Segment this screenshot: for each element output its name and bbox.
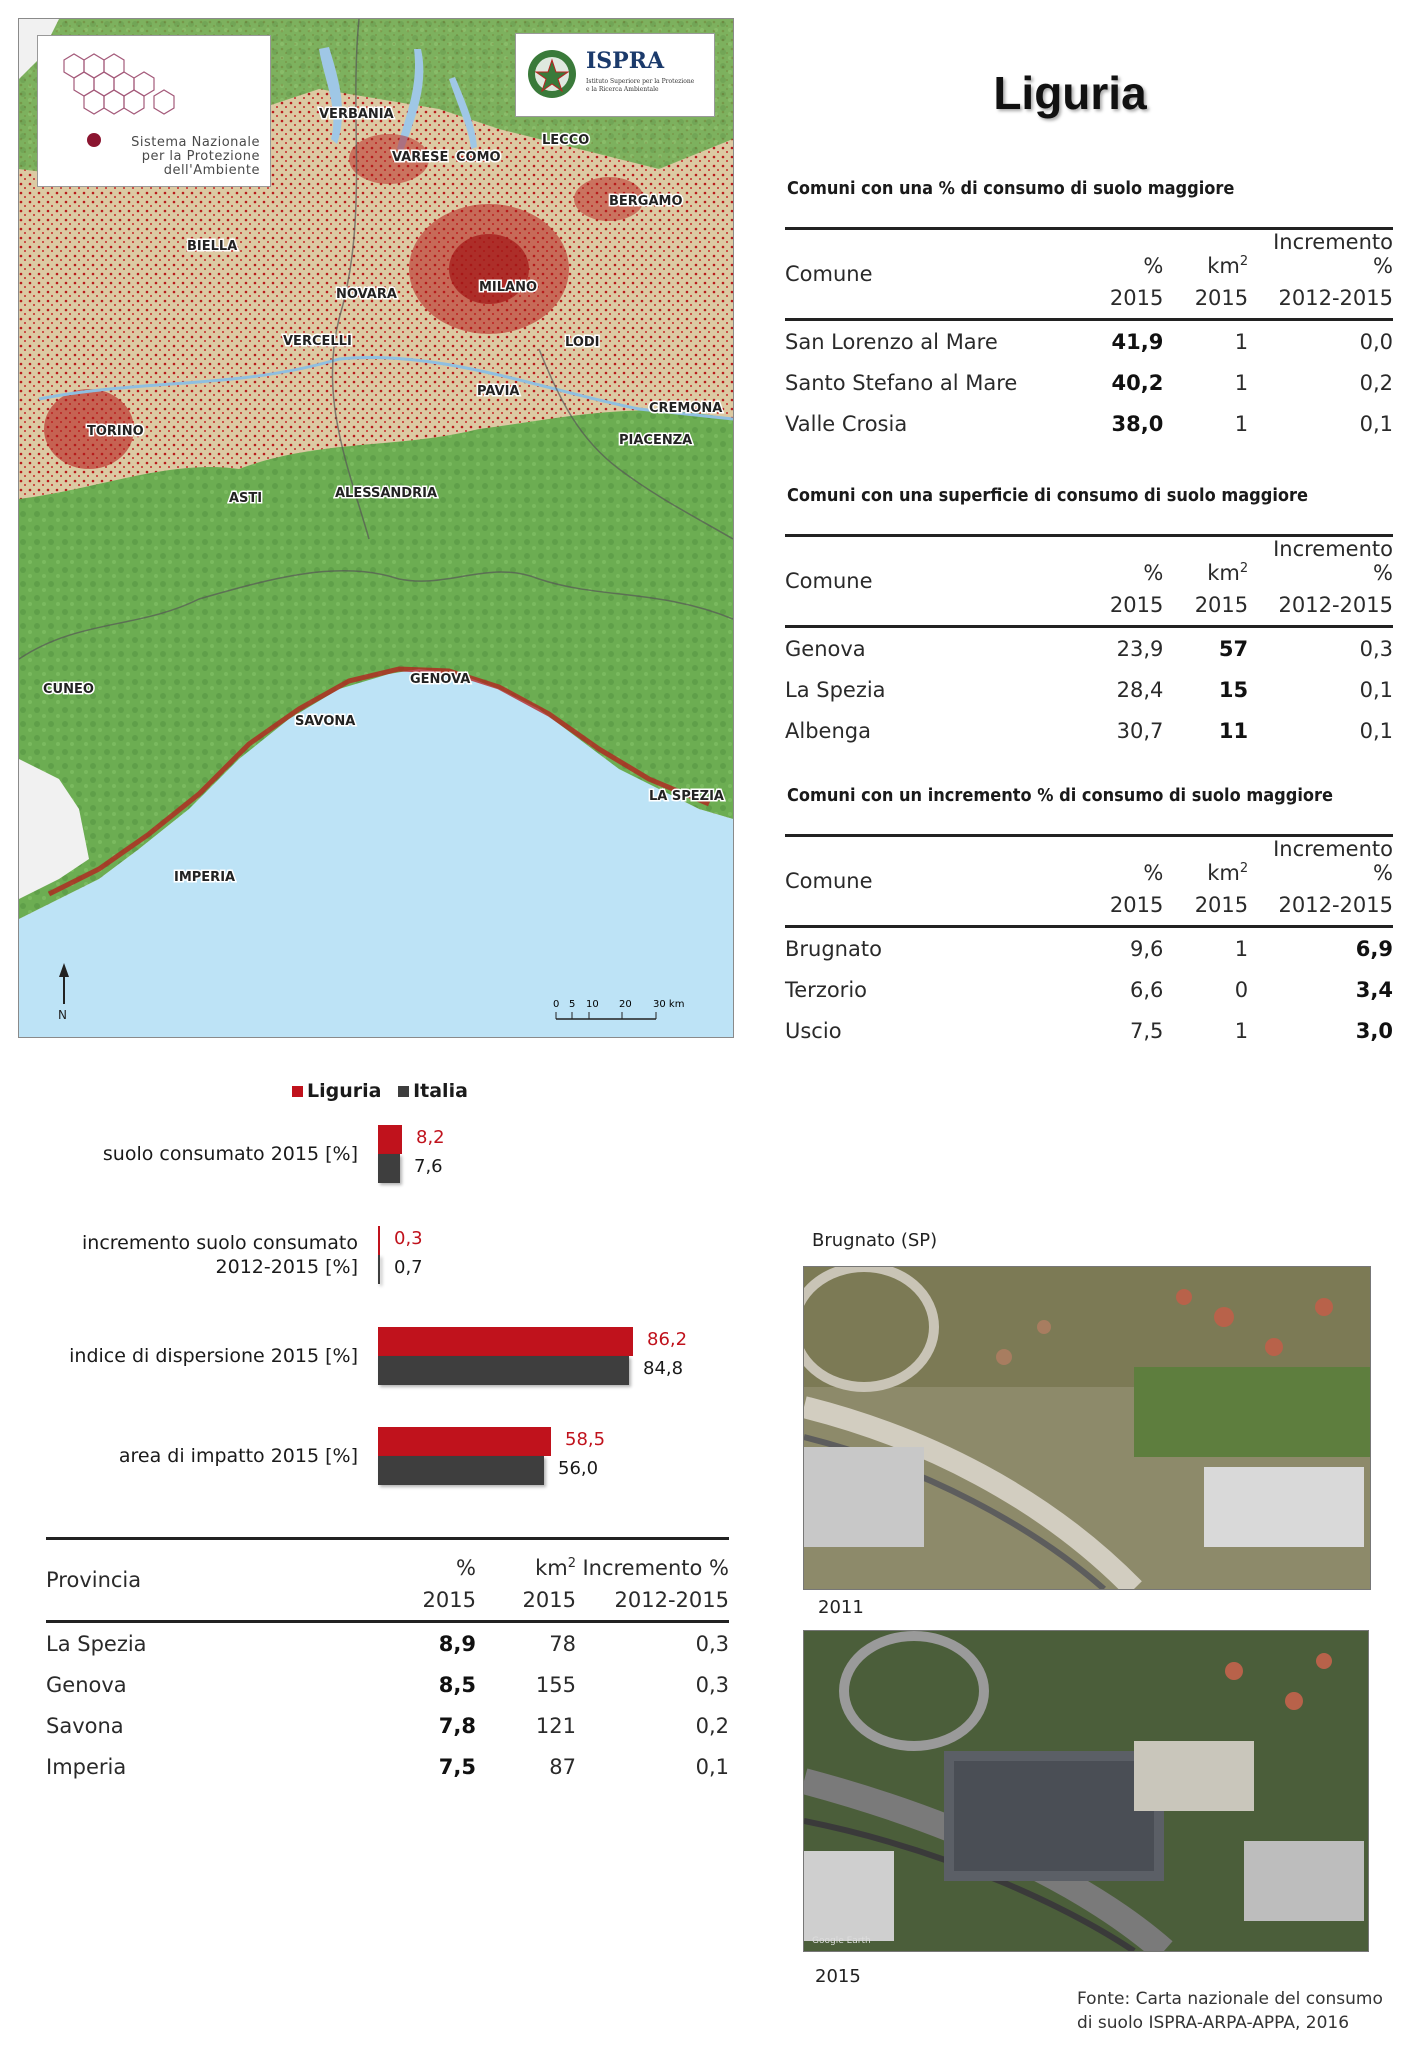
city-label-bergamo: BERGAMO [609, 194, 683, 209]
city-label-imperia: IMPERIA [174, 870, 236, 885]
city-label-vercelli: VERCELLI [283, 334, 352, 349]
table-3-header-bottom-2: 2012-2015 [1248, 885, 1393, 927]
city-label-lecco: LECCO [542, 133, 590, 148]
province-table [46, 1537, 729, 1787]
cell-value: 3,4 [1355, 977, 1393, 1002]
cell-value: 7,5 [438, 1754, 476, 1779]
aerial-photo-2015-graphic [804, 1631, 1368, 1951]
province-table-header-row [46, 1539, 729, 1581]
cell-value: 0,1 [1359, 677, 1393, 702]
row-name: San Lorenzo al Mare [785, 329, 998, 354]
cell-value: 23,9 [1116, 636, 1164, 661]
bar-value-label: 0,7 [394, 1257, 423, 1278]
table-title-1: Comuni con una % di consumo di suolo maggiore [787, 178, 1235, 199]
bar-category-label: incremento suolo consumato 2012-2015 [%] [82, 1232, 358, 1278]
row-name: Savona [46, 1713, 124, 1738]
table-1-header-row [785, 229, 1393, 279]
table-3-header-row [785, 836, 1393, 886]
city-label-pavia: PAVIA [477, 384, 520, 399]
cell-value: 0,3 [695, 1631, 729, 1656]
scale-tick-label: 20 [619, 999, 632, 1010]
table-row [785, 669, 1393, 710]
source-line-2: di suolo ISPRA-ARPA-APPA, 2016 [1077, 2013, 1350, 2033]
snpa-logo-text: Sistema Nazionale per la Protezione dell'Ambiente [131, 135, 260, 178]
table-1-header-bottom-2: 2012-2015 [1248, 278, 1393, 320]
table-row [785, 362, 1393, 403]
table-row [785, 969, 1393, 1010]
cell-value: 41,9 [1111, 329, 1164, 354]
ispra-subtitle: Istituto Superiore per la Protezione e la Ricerca Ambientale [586, 78, 695, 93]
scale-tick-label: 10 [586, 999, 599, 1010]
municipality-table-2 [785, 534, 1393, 751]
region-title: Liguria [993, 67, 1147, 119]
province-table-wrap [46, 1537, 729, 1787]
city-label-cuneo: CUNEO [43, 682, 94, 697]
scale-tick-label: 0 [553, 999, 560, 1010]
table-3-header-top-0: % [1054, 836, 1164, 886]
cell-value: 6,9 [1355, 936, 1393, 961]
cell-value: 11 [1218, 718, 1249, 743]
snpa-logo [37, 35, 271, 187]
table-title-3: Comuni con un incremento % di consumo di suolo maggiore [787, 785, 1333, 806]
cell-value: 30,7 [1116, 718, 1164, 743]
source-line-1: Fonte: Carta nazionale del consumo [1077, 1989, 1383, 2009]
aerial-photo-2015 [803, 1630, 1369, 1952]
city-label-varese: VARESE [392, 150, 449, 165]
municipality-table-3 [785, 834, 1393, 1051]
bar-value-label: 0,3 [394, 1228, 423, 1249]
row-name: Genova [785, 636, 866, 661]
table-2-header-top-1: $km^2$ [1163, 536, 1248, 586]
source-note [1077, 1987, 1383, 2035]
province-table-header-top-2: Incremento % [576, 1539, 729, 1581]
photo-watermark: Google Earth [812, 1936, 871, 1946]
city-label-novara: NOVARA [336, 287, 397, 302]
cell-value: 1 [1234, 1018, 1249, 1043]
cell-value: 0,3 [695, 1672, 729, 1697]
table-row [46, 1622, 729, 1665]
row-name: Imperia [46, 1754, 127, 1779]
bar-italia [378, 1154, 400, 1183]
city-label-piacenza: PIACENZA [619, 433, 693, 448]
city-label-alessandria: ALESSANDRIA [335, 486, 438, 501]
bar-liguria [378, 1226, 380, 1255]
table-1-header-top-0: % [1054, 229, 1164, 279]
cell-value: 0,2 [695, 1713, 729, 1738]
table-1-header-bottom-0: 2015 [1054, 278, 1164, 320]
table-row [46, 1746, 729, 1787]
row-name: La Spezia [785, 677, 886, 702]
city-label-como: COMO [456, 150, 501, 165]
cell-value: 8,9 [438, 1631, 476, 1656]
cell-value: 87 [549, 1754, 576, 1779]
table-title-2: Comuni con una superficie di consumo di suolo maggiore [787, 485, 1308, 506]
aerial-photo-2011-graphic [804, 1267, 1370, 1589]
bar-liguria [378, 1427, 551, 1456]
bar-category-label: suolo consumato 2015 [%] [102, 1143, 358, 1165]
row-name: Terzorio [785, 977, 868, 1002]
table-2-header-top-2: Incremento % [1248, 536, 1393, 586]
table-row [785, 1010, 1393, 1051]
bar-italia [378, 1356, 629, 1385]
table-1-header-top-2: Incremento % [1248, 229, 1393, 279]
city-label-genova: GENOVA [410, 672, 471, 687]
bar-value-label: 8,2 [416, 1127, 445, 1148]
cell-value: 0,1 [1359, 718, 1393, 743]
republic-emblem-icon [524, 44, 580, 104]
chart-legend [292, 1080, 468, 1102]
hexagon-logo-icon [44, 40, 194, 150]
table-2-header-row [785, 536, 1393, 586]
city-label-lodi: LODI [565, 335, 600, 350]
province-table-header-bottom-1: 2015 [476, 1580, 576, 1622]
province-table-header-bottom-2: 2012-2015 [576, 1580, 729, 1622]
cell-value: 28,4 [1116, 677, 1164, 702]
cell-value: 121 [535, 1713, 576, 1738]
table-3-header-bottom-1: 2015 [1163, 885, 1248, 927]
table-3-header-top-2: Incremento % [1248, 836, 1393, 886]
row-name: Santo Stefano al Mare [785, 370, 1018, 395]
cell-value: 0,0 [1359, 329, 1393, 354]
table-1-header-top-1: $km^2$ [1163, 229, 1248, 279]
city-label-milano: MILANO [479, 280, 538, 295]
bar-category-label: area di impatto 2015 [%] [118, 1445, 358, 1467]
legend-label-italia: Italia [413, 1080, 468, 1102]
table-3-header-top-1: $km^2$ [1163, 836, 1248, 886]
table-row [785, 403, 1393, 444]
cell-value: 155 [535, 1672, 576, 1697]
bar-value-label: 86,2 [647, 1329, 688, 1350]
bar-value-label: 58,5 [565, 1429, 606, 1450]
cell-value: 15 [1218, 677, 1249, 702]
cell-value: 0,1 [1359, 411, 1393, 436]
bar-value-label: 7,6 [414, 1156, 443, 1177]
cell-value: 6,6 [1129, 977, 1164, 1002]
row-name: Uscio [785, 1018, 842, 1043]
cell-value: 1 [1234, 329, 1249, 354]
legend-swatch-liguria [292, 1086, 303, 1097]
table-row [785, 927, 1393, 970]
bar-italia [378, 1255, 380, 1284]
cell-value: 0,1 [695, 1754, 729, 1779]
cell-value: 78 [549, 1631, 576, 1656]
city-label-la-spezia: LA SPEZIA [649, 789, 724, 804]
cell-value: 1 [1234, 370, 1249, 395]
land-consumption-map [18, 18, 734, 1038]
table-2-header-bottom-0: 2015 [1054, 585, 1164, 627]
row-name: Brugnato [785, 936, 882, 961]
cell-value: 0,3 [1359, 636, 1393, 661]
scale-tick-label: 5 [569, 999, 576, 1010]
ispra-logo [515, 33, 715, 117]
cell-value: 57 [1218, 636, 1249, 661]
bar-value-label: 84,8 [643, 1358, 684, 1379]
municipality-table-1 [785, 227, 1393, 444]
province-table-header-bottom-0: 2015 [346, 1580, 476, 1622]
bar-liguria [378, 1125, 402, 1154]
photo-location-title: Brugnato (SP) [812, 1230, 938, 1251]
cell-value: 9,6 [1129, 936, 1164, 961]
city-label-cremona: CREMONA [649, 401, 723, 416]
table-1-header-bottom-1: 2015 [1163, 278, 1248, 320]
cell-value: 40,2 [1111, 370, 1164, 395]
table-2-header-top-0: % [1054, 536, 1164, 586]
city-label-asti: ASTI [229, 491, 263, 506]
aerial-photo-2011 [803, 1266, 1371, 1590]
city-label-savona: SAVONA [295, 714, 356, 729]
row-name: La Spezia [46, 1631, 147, 1656]
table-2-first-col-header: Comune [785, 536, 1054, 627]
cell-value: 0 [1234, 977, 1249, 1002]
table-1-first-col-header: Comune [785, 229, 1054, 320]
table-3-first-col-header: Comune [785, 836, 1054, 927]
photo-year-2011: 2011 [818, 1597, 864, 1618]
cell-value: 8,5 [438, 1672, 476, 1697]
province-table-header-top-0: % [346, 1539, 476, 1581]
bar-category-label: indice di dispersione 2015 [%] [69, 1345, 358, 1367]
cell-value: 7,8 [438, 1713, 476, 1738]
ispra-name: ISPRA [586, 48, 665, 74]
cell-value: 3,0 [1355, 1018, 1393, 1043]
north-label: N [58, 1008, 67, 1022]
table-row [785, 627, 1393, 670]
table-row [785, 710, 1393, 751]
province-table-header-top-1: $km^2$ [476, 1539, 576, 1581]
province-table-first-col-header: Provincia [46, 1539, 346, 1622]
city-label-torino: TORINO [87, 424, 144, 439]
cell-value: 1 [1234, 411, 1249, 436]
city-label-biella: BIELLA [187, 239, 238, 254]
legend-label-liguria: Liguria [307, 1080, 382, 1102]
bar-italia [378, 1456, 544, 1485]
table-row [46, 1705, 729, 1746]
row-name: Valle Crosia [785, 411, 908, 436]
row-name: Albenga [785, 718, 871, 743]
legend-swatch-italia [398, 1086, 409, 1097]
cell-value: 7,5 [1129, 1018, 1164, 1043]
table-row [46, 1664, 729, 1705]
table-2-header-bottom-2: 2012-2015 [1248, 585, 1393, 627]
scale-tick-label: 30 km [653, 999, 685, 1010]
city-label-verbania: VERBANIA [319, 107, 394, 122]
cell-value: 1 [1234, 936, 1249, 961]
cell-value: 0,2 [1359, 370, 1393, 395]
bar-value-label: 56,0 [558, 1458, 599, 1479]
table-2-header-bottom-1: 2015 [1163, 585, 1248, 627]
table-3-header-bottom-0: 2015 [1054, 885, 1164, 927]
bar-liguria [378, 1327, 633, 1356]
cell-value: 38,0 [1111, 411, 1164, 436]
row-name: Genova [46, 1672, 127, 1697]
photo-year-2015: 2015 [815, 1966, 861, 1987]
table-row [785, 320, 1393, 363]
